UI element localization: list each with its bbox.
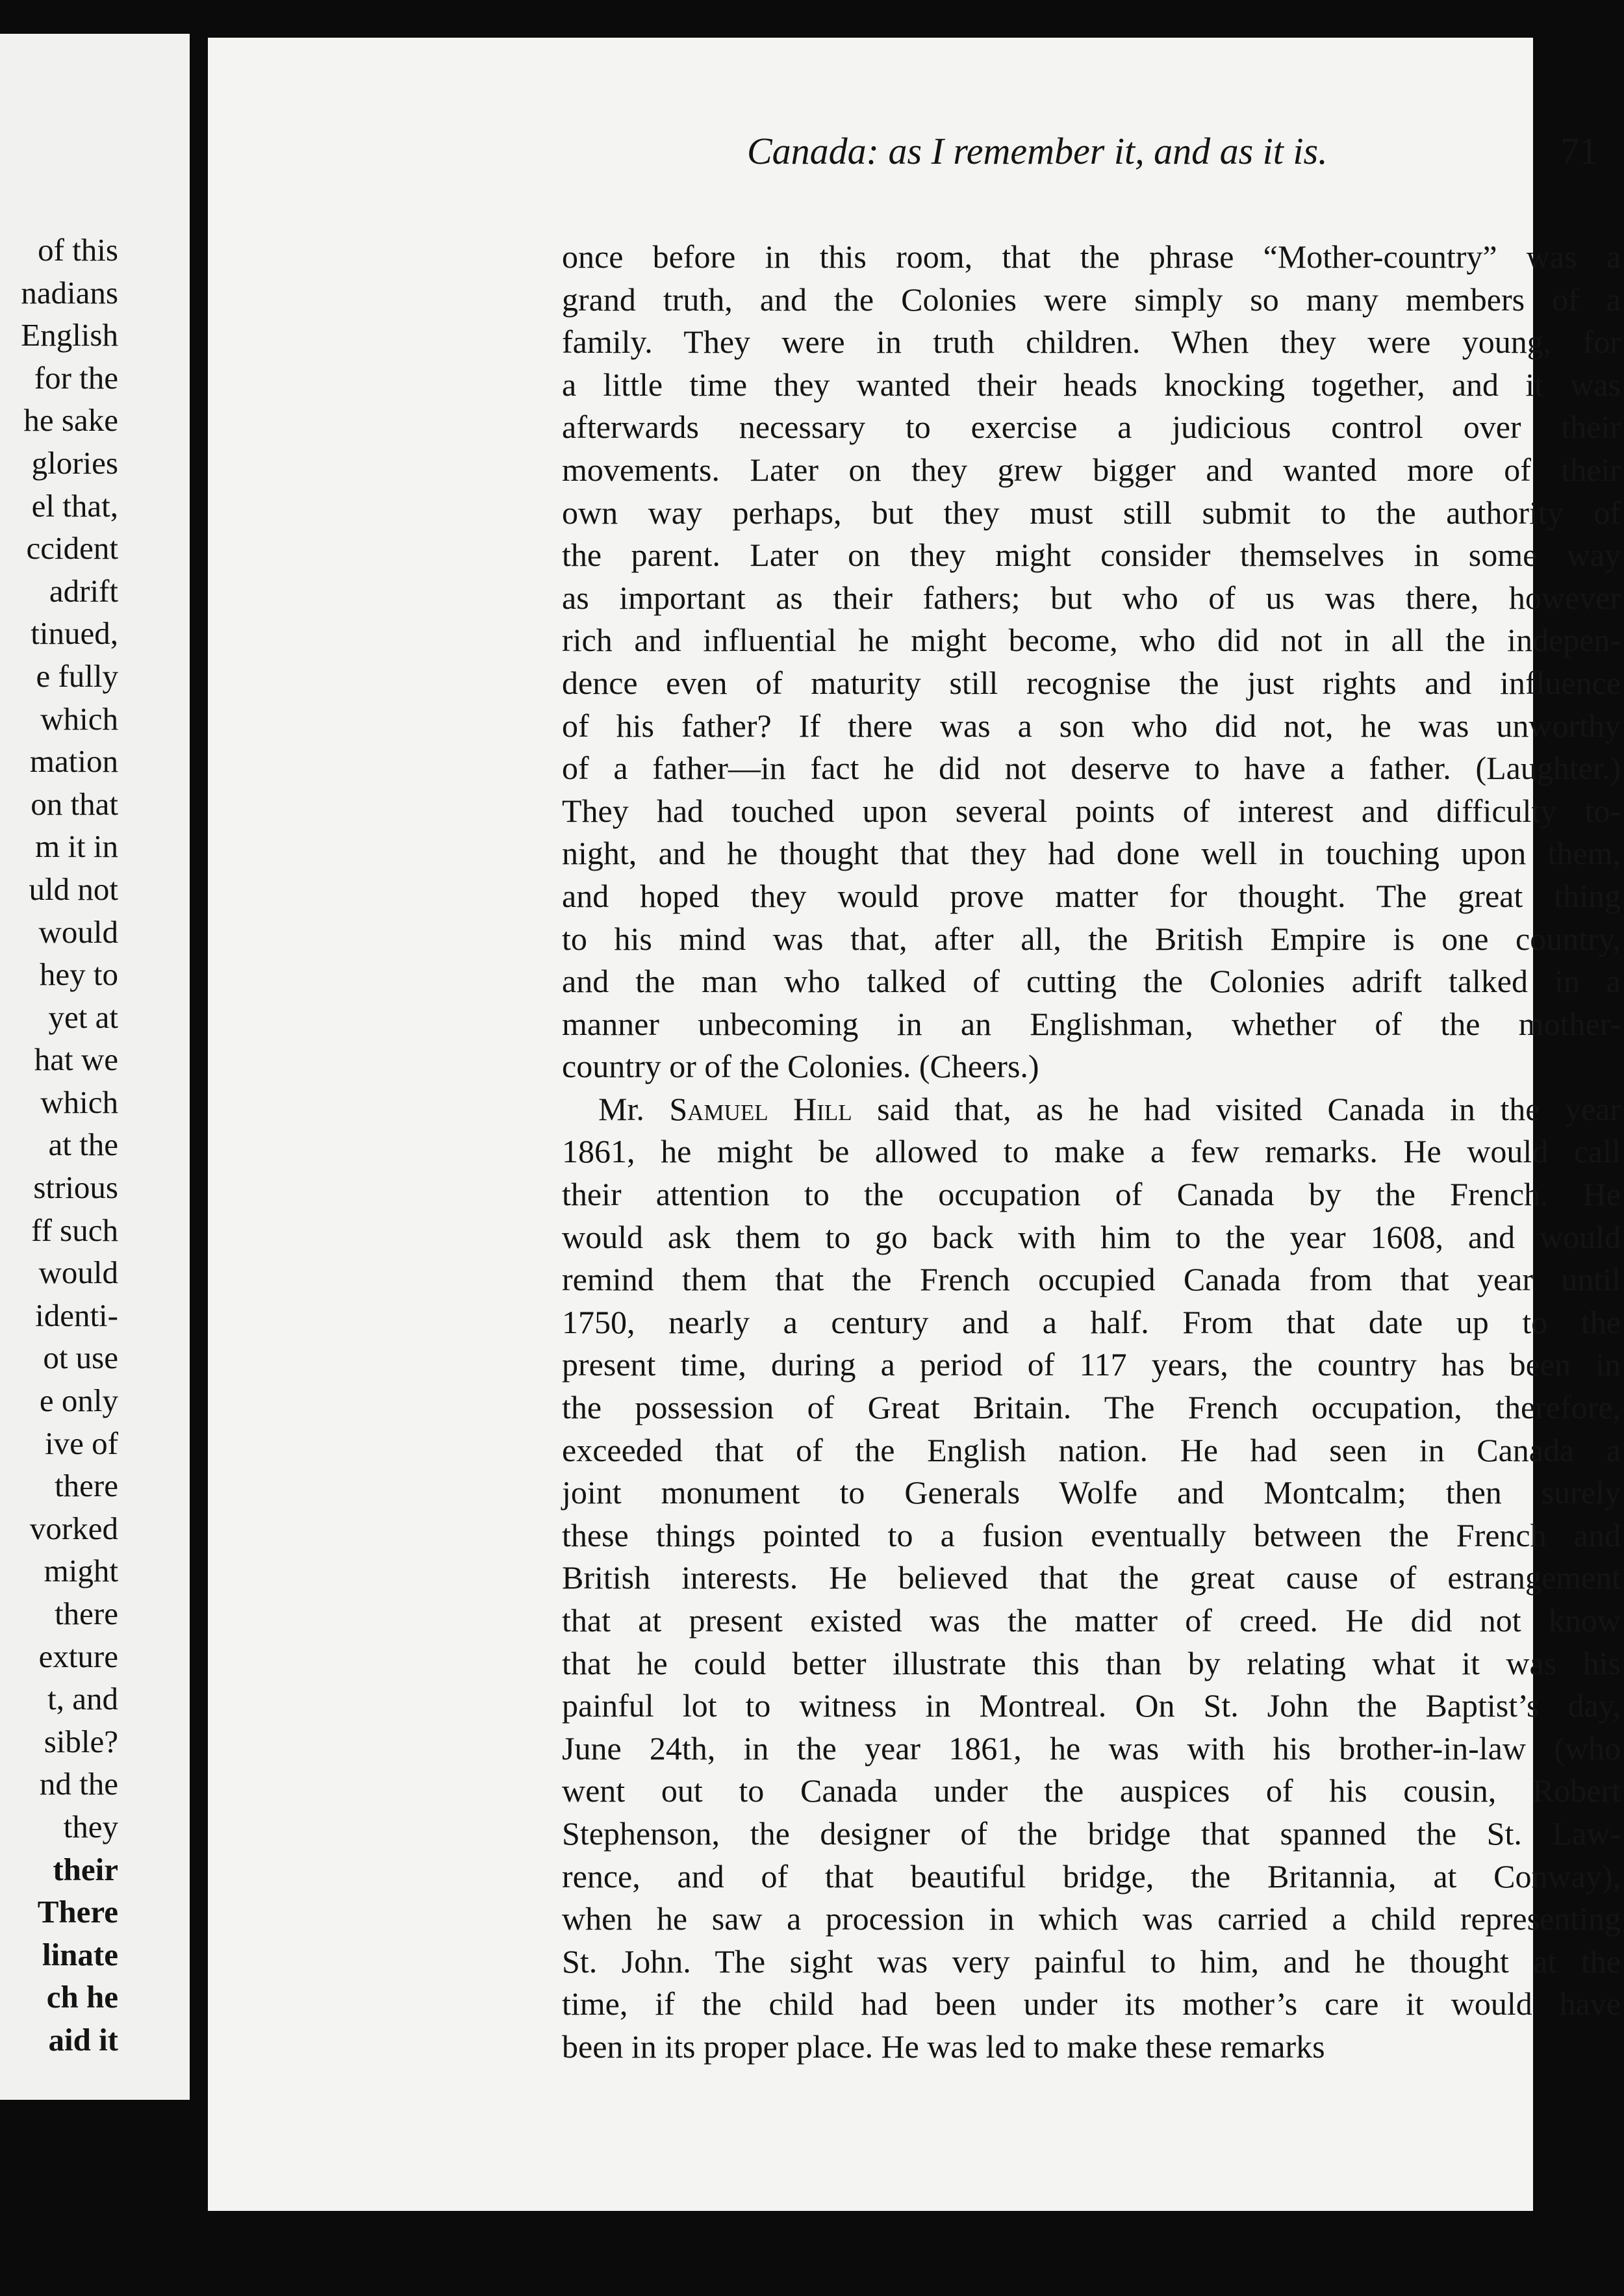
left-page-line: t, and xyxy=(47,1681,118,1717)
left-page-line: he sake xyxy=(23,402,118,439)
text-line: the possession of Great Britain. The French occupation, therefore, xyxy=(562,1389,1621,1426)
text-line: rence, and of that beautiful bridge, the Britannia, at Conway), xyxy=(562,1857,1621,1894)
left-page-line: ch he xyxy=(46,1979,118,2015)
left-page-line: ive of xyxy=(45,1425,118,1461)
left-page-line: adrift xyxy=(49,572,118,609)
left-page-line: el that, xyxy=(31,487,118,524)
text-line: been in its proper place. He was led to make these remarks xyxy=(562,2028,1325,2065)
left-page-line: hey to xyxy=(39,956,118,993)
text-line: exceeded that of the English nation. He had seen in Canada a xyxy=(562,1431,1621,1468)
text-line: of a father—in fact he did not deserve to have a father. (Laughter.) xyxy=(562,750,1621,787)
left-page-line: they xyxy=(63,1808,118,1844)
left-page-line: e only xyxy=(39,1383,118,1419)
text-line: night, and he thought that they had done well in touching upon them, xyxy=(562,835,1621,872)
left-page-line: m it in xyxy=(35,828,118,865)
left-page-line: There xyxy=(37,1894,118,1930)
text-line: to his mind was that, after all, the British Empire is one country, xyxy=(562,920,1621,957)
text-line: June 24th, in the year 1861, he was with his brother-in-law (who xyxy=(562,1729,1621,1767)
left-page-line: there xyxy=(55,1468,118,1504)
left-page-line: might xyxy=(44,1553,118,1589)
left-page-line: ccident xyxy=(26,530,118,567)
left-page-text-column xyxy=(0,229,118,2061)
text-line: went out to Canada under the auspices of his cousin, Robert xyxy=(562,1772,1621,1809)
line-text: said that, as he had visited Canada in the year xyxy=(877,1090,1621,1127)
left-page-line: would xyxy=(38,913,118,950)
left-page-line: there xyxy=(55,1596,118,1631)
left-page-line: yet at xyxy=(48,999,118,1035)
text-line: Stephenson, the designer of the bridge that spanned the St. Law- xyxy=(562,1815,1621,1852)
running-header xyxy=(533,122,1624,181)
left-page-line: hat we xyxy=(34,1041,118,1078)
text-line: a little time they wanted their heads knocking together, and it was xyxy=(562,366,1621,403)
text-line: 1861, he might be allowed to make a few remarks. He would call xyxy=(562,1133,1621,1170)
text-line: once before in this room, that the phrase “Mother-country” was a xyxy=(562,238,1621,275)
text-line: British interests. He believed that the great cause of estrangement xyxy=(562,1559,1621,1596)
body-text xyxy=(562,236,1621,2069)
text-line: and hoped they would prove matter for thought. The great thing xyxy=(562,877,1621,914)
left-page-line: tinued, xyxy=(31,615,118,652)
text-line: country or of the Colonies. (Cheers.) xyxy=(562,1048,1039,1085)
left-page-line: for the xyxy=(34,359,118,396)
left-page-line: English xyxy=(21,317,118,353)
left-page-line: of this xyxy=(38,232,118,268)
paragraph-1 xyxy=(562,236,1621,1088)
left-page-line: sible? xyxy=(44,1723,118,1759)
text-line: when he saw a procession in which was carried a child representing xyxy=(562,1900,1621,1937)
text-line: grand truth, and the Colonies were simply so many members of a xyxy=(562,281,1621,318)
text-line: would ask them to go back with him to the year 1608, and would xyxy=(562,1218,1621,1255)
text-line: present time, during a period of 117 years, the country has been in xyxy=(562,1346,1621,1383)
text-line: time, if the child had been under its mother’s care it would have xyxy=(562,1985,1621,2022)
left-page-line: aid it xyxy=(48,2021,118,2058)
left-page-line: at the xyxy=(48,1127,118,1163)
left-page-line: strious xyxy=(33,1169,118,1206)
left-page-line: nd the xyxy=(39,1766,118,1802)
left-page-line: exture xyxy=(38,1638,118,1674)
left-page-line: identi- xyxy=(35,1297,118,1333)
left-page-line: ot use xyxy=(43,1340,118,1376)
speaker-prefix: Mr. xyxy=(598,1090,644,1127)
left-page-line: glories xyxy=(31,444,118,481)
left-page-line: vorked xyxy=(29,1510,118,1546)
text-line: family. They were in truth children. When they were young, for xyxy=(562,324,1621,361)
text-line: dence even of maturity still recognise the just rights and influence xyxy=(562,664,1621,701)
left-page-line: mation xyxy=(29,743,118,780)
speaker-name: Samuel Hill xyxy=(669,1090,852,1127)
text-line: these things pointed to a fusion eventually between the French and xyxy=(562,1516,1621,1553)
text-line: that at present existed was the matter of creed. He did not know xyxy=(562,1602,1621,1639)
left-page-line: which xyxy=(40,1084,118,1120)
text-line: 1750, nearly a century and a half. From that date up to the xyxy=(562,1303,1621,1340)
left-page-line: which xyxy=(40,700,118,737)
text-line: St. John. The sight was very painful to him, and he thought at the xyxy=(562,1943,1621,1980)
text-line: own way perhaps, but they must still submit to the authority of xyxy=(562,494,1621,531)
text-line: rich and influential he might become, who did not in all the indepen- xyxy=(562,622,1621,659)
left-page-line: e fully xyxy=(36,657,118,694)
text-line: and the man who talked of cutting the Colonies adrift talked in a xyxy=(562,963,1621,1000)
text-line: the parent. Later on they might consider themselves in some way xyxy=(562,537,1621,574)
text-line: joint monument to Generals Wolfe and Montcalm; then surely xyxy=(562,1474,1621,1511)
text-line: movements. Later on they grew bigger and wanted more of their xyxy=(562,451,1621,488)
left-page-line: on that xyxy=(31,785,118,822)
text-line: remind them that the French occupied Canada from that year until xyxy=(562,1261,1621,1298)
paragraph-2 xyxy=(562,1088,1621,2069)
text-line: of his father? If there was a son who did not, he was unworthy xyxy=(562,707,1621,744)
text-line: painful lot to witness in Montreal. On St. John the Baptist’s day, xyxy=(562,1687,1621,1724)
left-page-line: their xyxy=(53,1851,118,1887)
text-line: manner unbecoming in an Englishman, whether of the mother- xyxy=(562,1005,1621,1042)
text-line: their attention to the occupation of Canada by the French. He xyxy=(562,1176,1621,1213)
text-line xyxy=(562,1088,1621,1131)
left-page-line: nadians xyxy=(21,274,118,311)
left-page-line: ff such xyxy=(31,1212,118,1248)
text-line: as important as their fathers; but who of us was there, however xyxy=(562,579,1621,616)
left-page-fragment xyxy=(0,34,190,2100)
text-line: afterwards necessary to exercise a judicious control over their xyxy=(562,409,1621,446)
left-page-line: uld not xyxy=(29,871,118,907)
running-title: Canada: as I remember it, and as it is. xyxy=(747,130,1328,172)
left-page-line: linate xyxy=(42,1936,118,1972)
left-page-line: would xyxy=(38,1255,118,1291)
text-line: that he could better illustrate this than by relating what it was his xyxy=(562,1644,1621,1681)
page-number: 71 xyxy=(1560,130,1598,172)
book-page xyxy=(208,38,1621,2211)
text-line: They had touched upon several points of interest and difficulty to- xyxy=(562,792,1621,829)
